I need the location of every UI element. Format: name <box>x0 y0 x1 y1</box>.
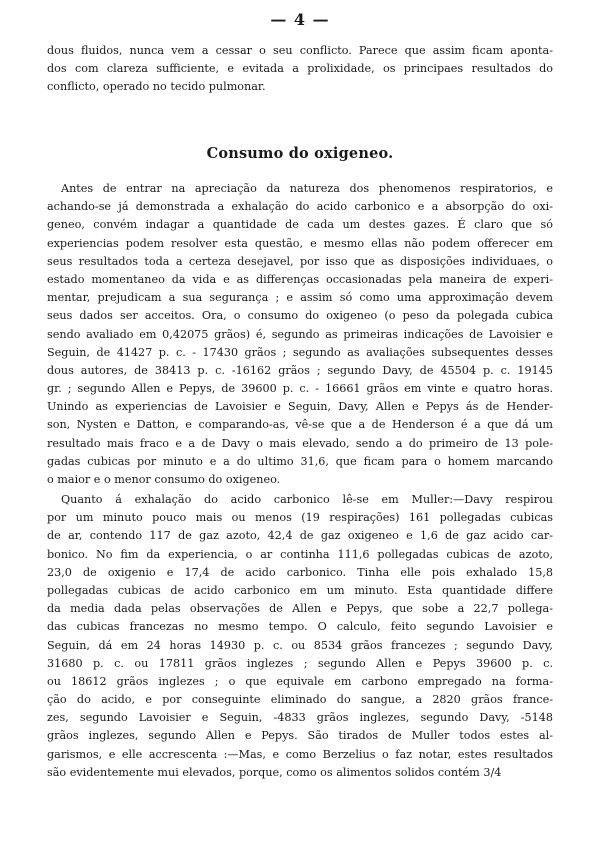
text-line: da media dada pelas observações de Allen e Pepys, que sobe a 22,7 pollega- <box>47 602 553 616</box>
text-line: conflicto, operado no tecido pulmonar. <box>47 80 266 94</box>
paragraph-carbonic-acid <box>47 491 553 782</box>
text-line: mentar, prejudicam a sua segurança ; e assim só como uma approximação devem <box>47 291 553 305</box>
text-line: Antes de entrar na apreciação da natureza dos phenomenos respiratorios, e <box>61 182 553 195</box>
text-line: geneo, convém indagar a quantidade de cada um destes gazes. É claro que só <box>47 218 553 232</box>
text-line: resultado mais fraco e a de Davy o mais elevado, sendo a do primeiro de 13 pole- <box>47 436 553 450</box>
text-line: por um minuto pouco mais ou menos (19 respirações) 161 pollegadas cubicas <box>47 511 553 525</box>
text-line: pollegadas cubicas de acido carbonico em um minuto. Esta quantidade differe <box>47 583 553 597</box>
section-heading: Consumo do oxigeneo. <box>206 145 394 162</box>
text-line: são evidentemente mui elevados, porque, como os alimentos solidos contém 3/4 <box>47 765 502 779</box>
text-line: estado momentaneo da vida e as differenças occasionadas pela maneira de experi- <box>47 272 553 286</box>
text-line: ou 18612 grãos inglezes ; o que equivale em carbono empregado na forma- <box>47 674 553 688</box>
text-line: Seguin, de 41427 p. c. - 17430 grãos ; segundo as avaliações subsequentes desses <box>47 345 553 359</box>
text-line: 31680 p. c. ou 17811 grãos inglezes ; segundo Allen e Pepys 39600 p. c. <box>47 656 553 670</box>
text-line: gadas cubicas por minuto e a do ultimo 31,6, que ficam para o homem marcando <box>47 454 553 468</box>
intro-paragraph <box>47 42 553 97</box>
text-line: zes, segundo Lavoisier e Seguin, -4833 grãos inglezes, segundo Davy, -5148 <box>47 711 553 725</box>
text-line: seus resultados toda a certeza desejavel, por isso que as disposições individuaes, o <box>47 254 553 268</box>
text-line: das cubicas francezas no mesmo tempo. O calculo, feito segundo Lavoisier e <box>47 620 553 634</box>
text-line: achando-se já demonstrada a exhalação do acido carbonico e a absorpção do oxi- <box>47 200 553 214</box>
paragraph-oxygen-consumption <box>47 180 553 489</box>
text-line: dous autores, de 38413 p. c. -16162 grãos ; segundo Davy, de 45504 p. c. 19145 <box>47 363 553 377</box>
text-line: experiencias podem resolver esta questão, e mesmo ellas não podem offerecer em <box>47 236 553 250</box>
text-line: garismos, e elle accrescenta :—Mas, e como Berzelius o faz notar, estes resultados <box>47 747 553 761</box>
text-line: grãos inglezes, segundo Allen e Pepys. São tirados de Muller todos estes al- <box>47 729 553 743</box>
text-line: ção do acido, e por conseguinte eliminado do sangue, a 2820 grãos france- <box>47 693 553 707</box>
text-line: son, Nysten e Datton, e comparando-as, vê-se que a de Henderson é a que dá um <box>47 418 553 432</box>
page-number: — 4 — <box>270 10 330 29</box>
text-line: de ar, contendo 117 de gaz azoto, 42,4 de gaz oxigeneo e 1,6 de gaz acido car- <box>47 529 553 543</box>
text-line: Quanto á exhalação do acido carbonico lê-se em Muller:—Davy respirou <box>61 493 553 506</box>
text-line: o maior e o menor consumo do oxigeneo. <box>47 473 281 486</box>
text-line: dos com clareza sufficiente, e evitada a prolixidade, os principaes resultados do <box>47 62 553 76</box>
text-line: seus dados ser acceitos. Ora, o consumo do oxigeneo (o peso da polegada cubica <box>47 309 553 323</box>
text-line: dous fluidos, nunca vem a cessar o seu conflicto. Parece que assim ficam apontа- <box>47 44 553 57</box>
text-line: sendo avaliado em 0,42075 grãos) é, segundo as primeiras indicações de Lavoisier e <box>47 327 553 341</box>
text-line: Unindo as experiencias de Lavoisier e Seguin, Davy, Allen e Pepys ás de Hender- <box>47 400 553 414</box>
text-line: gr. ; segundo Allen e Pepys, de 39600 p. c. - 16661 grãos em vinte e quatro horas. <box>47 382 553 396</box>
text-line: Seguin, dá em 24 horas 14930 p. c. ou 8534 grãos francezes ; segundo Davy, <box>47 638 553 652</box>
text-line: 23,0 de oxigenio e 17,4 de acido carbonico. Tinha elle pois exhalado 15,8 <box>47 565 553 579</box>
text-line: bonico. No fim da experiencia, o ar continha 111,6 pollegadas cubicas de azoto, <box>47 547 553 561</box>
